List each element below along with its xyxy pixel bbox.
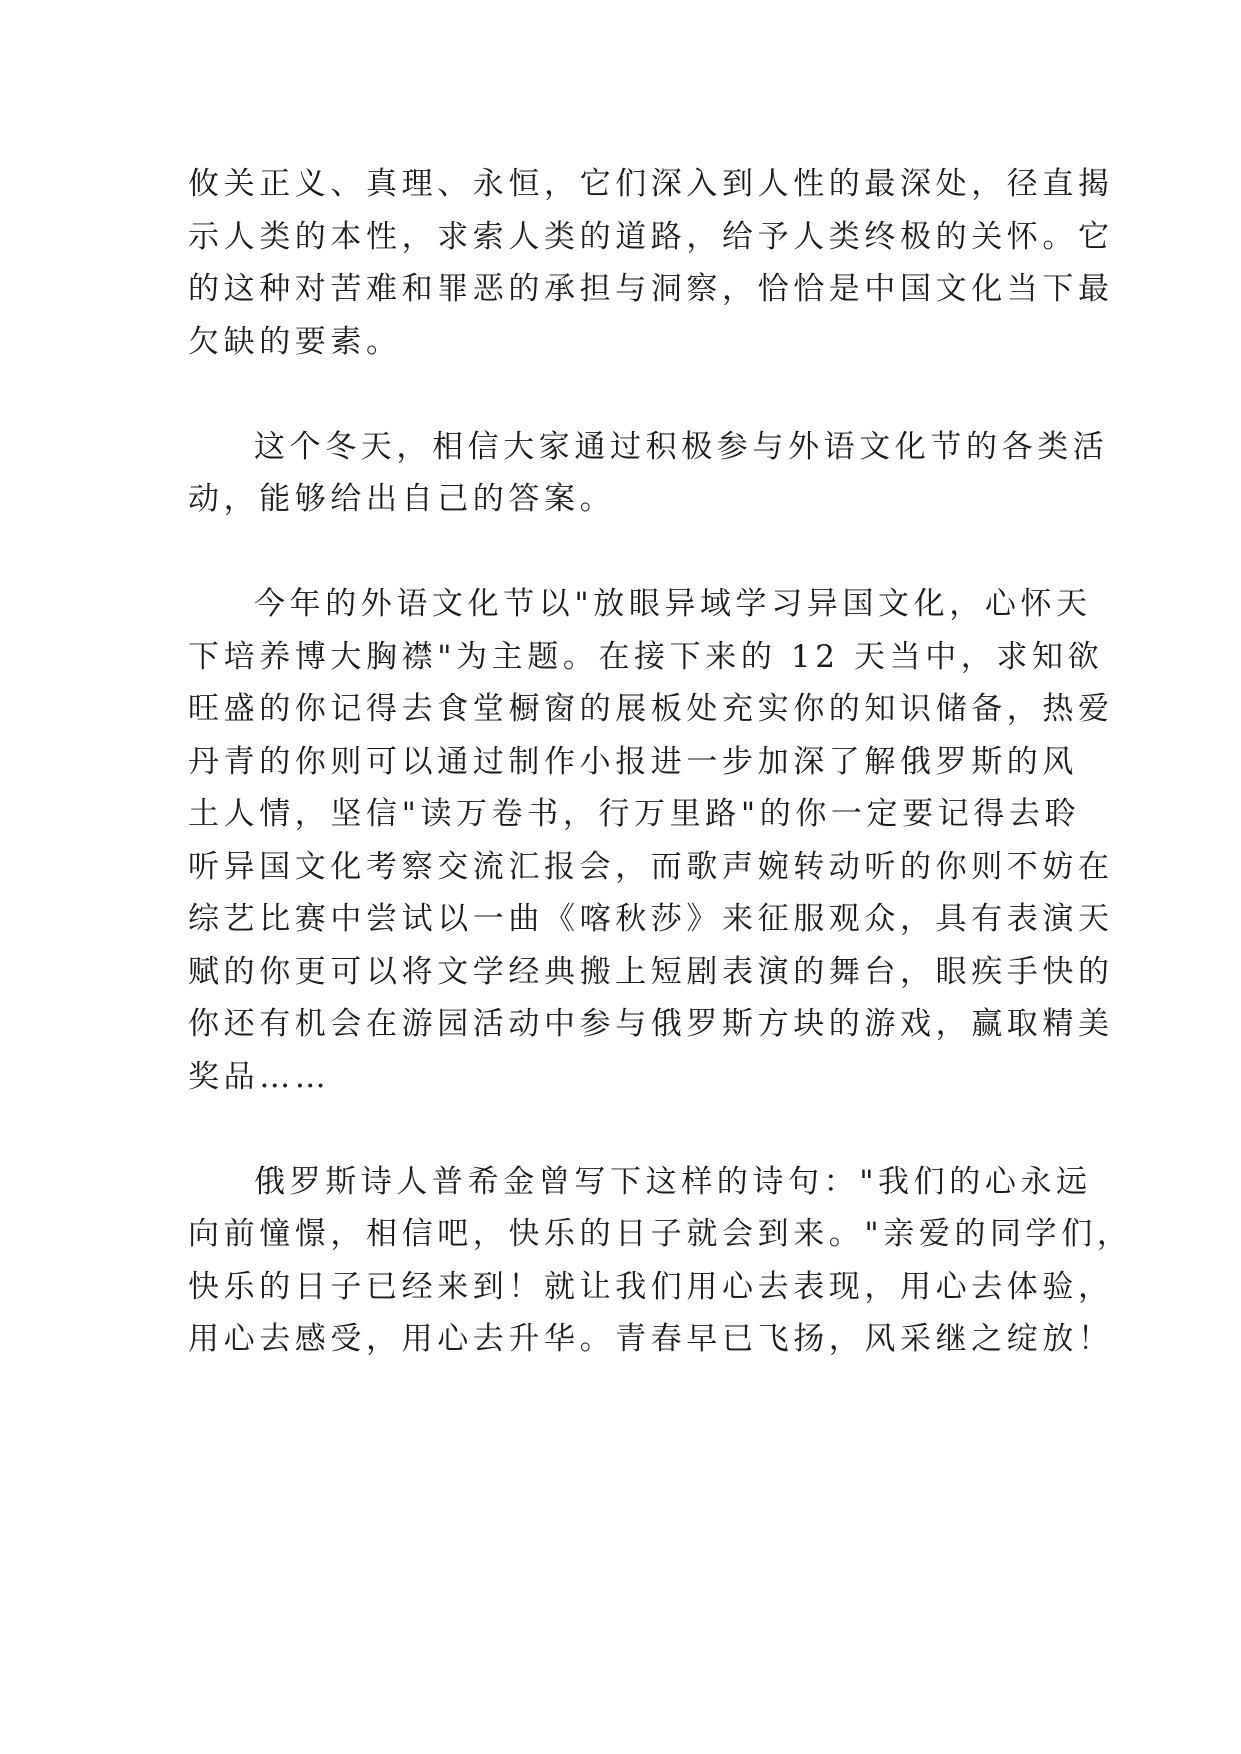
text-line: 的这种对苦难和罪恶的承担与洞察，恰恰是中国文化当下最 bbox=[188, 271, 1114, 307]
text-line: 综艺比赛中尝试以一曲《喀秋莎》来征服观众，具有表演天 bbox=[188, 901, 1114, 937]
text-line: 下培养博大胸襟"为主题。在接下来的 12 天当中，求知欲 bbox=[188, 638, 1104, 675]
text-line: 攸关正义、真理、永恒，它们深入到人性的最深处，径直揭 bbox=[188, 166, 1114, 202]
text-line: 快乐的日子已经来到！就让我们用心去表现，用心去体验， bbox=[188, 1268, 1114, 1305]
paragraph-4 bbox=[188, 1156, 1133, 1366]
paragraph-gap bbox=[188, 368, 1058, 421]
paragraph-2 bbox=[188, 421, 1109, 526]
text-line: 俄罗斯诗人普希金曾写下这样的诗句："我们的心永远 bbox=[254, 1163, 1092, 1200]
text-line: 示人类的本性，求索人类的道路，给予人类终极的关怀。它 bbox=[188, 218, 1114, 255]
paragraph-3 bbox=[188, 578, 1114, 1103]
text-line: 用心去感受，用心去升华。青春早已飞扬，风采继之绽放！ bbox=[188, 1321, 1114, 1357]
text-line: 向前憧憬，相信吧，快乐的日子就会到来。"亲爱的同学们， bbox=[188, 1216, 1133, 1252]
text-line: 这个冬天，相信大家通过积极参与外语文化节的各类活 bbox=[254, 428, 1109, 465]
text-line: 动，能够给出自己的答案。 bbox=[188, 481, 616, 517]
text-line: 奖品…… bbox=[188, 1058, 331, 1095]
paragraph-1 bbox=[188, 158, 1114, 368]
paragraph-gap bbox=[188, 1103, 1058, 1156]
paragraph-gap bbox=[188, 526, 1058, 579]
text-line: 听异国文化考察交流汇报会，而歌声婉转动听的你则不妨在 bbox=[188, 848, 1114, 885]
text-line: 土人情，坚信"读万卷书，行万里路"的你一定要记得去聆 bbox=[188, 796, 1081, 832]
text-line: 你还有机会在游园活动中参与俄罗斯方块的游戏，赢取精美 bbox=[188, 1006, 1114, 1042]
text-line: 旺盛的你记得去食堂橱窗的展板处充实你的知识储备，热爱 bbox=[188, 691, 1114, 727]
document-body bbox=[188, 158, 1133, 1366]
text-line: 丹青的你则可以通过制作小报进一步加深了解俄罗斯的风 bbox=[188, 743, 1078, 780]
text-line: 赋的你更可以将文学经典搬上短剧表演的舞台，眼疾手快的 bbox=[188, 953, 1114, 990]
text-line: 今年的外语文化节以"放眼异域学习异国文化，心怀天 bbox=[254, 586, 1092, 622]
text-line: 欠缺的要素。 bbox=[188, 323, 402, 360]
